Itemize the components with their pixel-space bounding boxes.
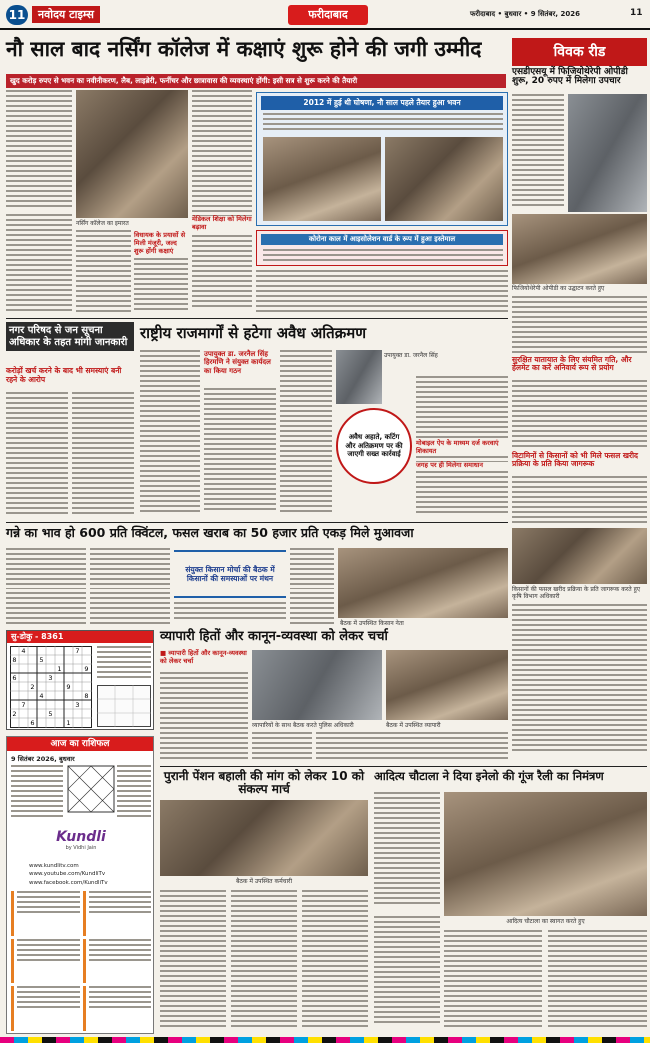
aditya-body-col4 <box>548 930 647 1034</box>
bullet-icon: ■ <box>160 649 169 657</box>
sudoku-given-number: 4 <box>21 647 26 655</box>
rashifal-box <box>6 736 154 1034</box>
ganne-photo-caption: बैठक में उपस्थित किसान नेता <box>340 620 404 627</box>
rashifal-panchang <box>11 765 63 821</box>
highway-body-col2 <box>204 388 276 516</box>
vyapari-sub-text: व्यापारी हितों और कानून-व्यवस्था को लेकर चर्चा <box>160 649 247 665</box>
vivek-sub1-body <box>512 380 647 450</box>
rashi-cell <box>83 891 152 936</box>
ganne-pull-text: संयुक्त किसान मोर्चा की बैठक में किसानों की समस्याओं पर मंथन <box>185 565 275 583</box>
sudoku-instructions <box>97 646 151 682</box>
paper-name: नवोदय टाइम्स <box>32 6 100 23</box>
farmer-awareness-photo <box>512 528 647 584</box>
kundli-link-web[interactable]: www.kundlitv.com <box>29 863 79 869</box>
date-line: फरीदाबाद • बुधवार • 9 सितंबर, 2026 <box>470 10 580 18</box>
aditya-photo-caption: आदित्य चौटाला का स्वागत करते हुए <box>506 918 585 925</box>
rashi-cell <box>83 939 152 984</box>
corona-box-title: कोरोना काल में आइसोलेशन वार्ड के रूप में हुआ इस्तेमाल <box>261 234 503 245</box>
divider <box>6 318 508 319</box>
sudoku-given-number: 6 <box>12 674 17 682</box>
vyapari-sub <box>160 650 248 666</box>
physiotherapy-photo-2 <box>512 214 647 284</box>
vivek-sub2: विटामिनों से किसानों को भी मिले फसल खरीद प्रक्रिया के प्रति किया जागरूक <box>512 451 639 468</box>
kundli-link-facebook[interactable]: www.facebook.com/KundliTv <box>29 879 108 886</box>
highway-quote-text: अवैध अहाते, कटिंग और अतिक्रमण पर की जाएगी सख्त कार्रवाई <box>345 433 403 459</box>
rti-headline: नगर परिषद से जन सूचना अधिकार के तहत मांगी जानकारी <box>6 322 134 351</box>
aditya-headline: आदित्य चौटाला ने दिया इनेलो की गूंज रैली का निमंत्रण <box>374 769 604 783</box>
vyapari-photo-2 <box>386 650 508 720</box>
vyapari-photo-caption-1: व्यापारियों के साथ बैठक करते पुलिस अधिकारी <box>252 722 354 729</box>
sudoku-given-number: 3 <box>48 674 53 682</box>
pension-body-col3 <box>302 890 368 1034</box>
pension-photo-caption: बैठक में उपस्थित कर्मचारी <box>235 878 293 885</box>
vivek-box <box>512 38 647 66</box>
nursing-college-photo <box>76 90 188 218</box>
vivek-title: विवक रीड <box>553 44 606 60</box>
sudoku-given-number: 5 <box>39 656 44 664</box>
lead-body-col2 <box>76 230 131 314</box>
lead-bottom-cols <box>256 270 508 314</box>
kundli-logo <box>47 829 115 859</box>
rashifal-chart-icon <box>67 765 115 813</box>
rashifal-title: आज का राशिफल <box>7 737 153 751</box>
kisan-meeting-photo <box>338 548 508 618</box>
history-box <box>256 92 508 226</box>
vivek-left-col <box>512 94 564 212</box>
city-tab: फरीदाबाद <box>288 5 368 25</box>
ganne-headline: गन्ने का भाव हो 600 प्रति क्विंटल, फसल खराब का 50 हजार प्रति एकड़ मिले मुआवजा <box>6 525 414 540</box>
rti-sub: करोड़ों खर्च करने के बाद भी समस्याएं बनी रहने के आरोप <box>6 366 122 384</box>
kundli-links <box>29 862 149 887</box>
vyapari-body-col3 <box>316 732 508 762</box>
bidi-sub1: मोबाइल ऐप के माध्यम दर्ज करवाएं शिकायत <box>416 440 508 456</box>
ganne-body-col1 <box>6 548 86 624</box>
highway-quote <box>336 408 412 484</box>
rashifal-date: 9 सितंबर 2026, बुधवार <box>11 755 75 763</box>
right-photo-caption: किसानों की फसल खरीद प्रक्रिया के प्रति जागरूक करते हुए कृषि विभाग अधिकारी <box>512 586 641 601</box>
rashi-cell <box>11 891 80 936</box>
sudoku-solution-grid <box>97 685 151 727</box>
dc-photo-caption: उपायुक्त डा. जरनैल सिंह <box>384 352 438 359</box>
sudoku-given-number: 9 <box>66 683 71 691</box>
aditya-body-col3 <box>444 930 542 1034</box>
vyapari-body-col2 <box>252 732 312 762</box>
vyapari-body-col1 <box>160 672 248 760</box>
lead-sub-a: विधायक के प्रयासों से मिली मंजूरी, जल्द शुरू होंगी कक्षाएं <box>134 231 186 255</box>
kundli-sub: by Vidhi Jain <box>65 845 97 851</box>
highway-body-col3 <box>280 350 332 516</box>
corona-box <box>256 230 508 266</box>
rashi-grid <box>11 891 151 1031</box>
lead-body-col1b <box>6 214 72 314</box>
vivek-photo-caption: फिजियोथेरेपी ओपीडी का उद्घाटन करते हुए <box>512 285 605 292</box>
vyapari-photo-caption-2: बैठक में उपस्थित व्यापारी <box>386 722 441 729</box>
college-building-photo-1 <box>263 137 381 221</box>
rashifal-side <box>117 765 151 821</box>
rashi-cell <box>83 986 152 1031</box>
registration-strip <box>0 1037 650 1043</box>
right-body <box>512 604 647 754</box>
rti-body-col2 <box>72 392 134 518</box>
sudoku-box <box>6 630 154 730</box>
vivek-body <box>512 296 647 354</box>
lead-body-col1 <box>6 90 72 210</box>
physiotherapy-photo <box>568 94 647 212</box>
ganne-body-col4 <box>290 548 334 624</box>
ganne-body-col2 <box>90 548 170 624</box>
ganne-pull-quote <box>174 550 286 598</box>
lead-sub-b: मेडिकल शिक्षा को मिलेगा बढ़ावा <box>192 215 252 231</box>
lead-strap: खुद करोड़ रुपए से भवन का नवीनीकरण, लैब, लाइब्रेरी, फर्नीचर और छात्रावास की व्यवस्थाएं होंगी: इसी सत्र से शुरू करने की तैयारी <box>6 74 506 88</box>
highway-sub1: उपायुक्त डा. जरनैल सिंह हिरमणि ने संयुक्त कार्यदल का किया गठन <box>204 350 271 375</box>
history-box-text <box>263 113 503 133</box>
pension-photo <box>160 800 368 876</box>
corona-box-text <box>263 249 503 263</box>
sudoku-title: सु-डोकु - 8361 <box>7 631 153 643</box>
vyapari-headline: व्यापारी हितों और कानून-व्यवस्था को लेकर चर्चा <box>160 629 388 644</box>
ganne-body-col3 <box>174 602 286 624</box>
sudoku-given-number: 2 <box>12 710 17 718</box>
sudoku-given-number: 7 <box>75 647 80 655</box>
rti-body-col1 <box>6 392 68 518</box>
vivek-headline: एसडीएसयू में फिजियोथेरेपी ओपीडी शुरू, 20 रुपए में मिलेगा उपचार <box>512 67 628 87</box>
lead-headline: नौ साल बाद नर्सिंग कॉलेज में कक्षाएं शुरू होने की जगी उम्मीद <box>6 37 482 61</box>
page-number: 11 <box>6 5 28 25</box>
rashi-cell <box>11 939 80 984</box>
rashi-cell <box>11 986 80 1031</box>
divider <box>6 522 508 523</box>
lead-photo-caption: नर्सिंग कॉलेज का इमारत <box>76 220 129 227</box>
kundli-name: Kundli <box>56 829 106 845</box>
sudoku-given-number: 8 <box>12 656 17 664</box>
vyapari-photo-1 <box>252 650 382 720</box>
sudoku-given-number: 9 <box>84 665 89 673</box>
history-box-title: 2012 में हुई थी घोषणा, नौ साल पहले तैयार हुआ भवन <box>261 96 503 110</box>
pension-body-col1 <box>160 890 226 1034</box>
sudoku-given-number: 7 <box>21 701 26 709</box>
sudoku-given-number: 1 <box>66 719 71 727</box>
sudoku-given-number: 4 <box>39 692 44 700</box>
sudoku-grid[interactable] <box>10 646 92 728</box>
sudoku-given-number: 3 <box>75 701 80 709</box>
sudoku-given-number: 5 <box>48 710 53 718</box>
sudoku-given-number: 2 <box>30 683 35 691</box>
dc-photo <box>336 350 382 404</box>
page-number-right: 11 <box>630 8 643 18</box>
lead-body-col3 <box>192 90 252 314</box>
divider <box>160 766 647 767</box>
vivek-sub1: सुरक्षित यातायात के लिए संयमित गति, और हेलमेट का करें अनिवार्य रूप से प्रयोग <box>512 355 632 372</box>
aditya-body-col2 <box>374 916 440 1034</box>
masthead <box>0 0 650 30</box>
aditya-body-col1 <box>374 792 440 912</box>
sudoku-given-number: 6 <box>30 719 35 727</box>
highway-headline: राष्ट्रीय राजमार्गों से हटेगा अवैध अतिक्रमण <box>140 324 367 342</box>
pension-headline: पुरानी पेंशन बहाली की मांग को लेकर 10 को संकल्प मार्च <box>163 769 365 796</box>
college-building-photo-2 <box>385 137 503 221</box>
highway-body-col1 <box>140 350 200 516</box>
aditya-photo <box>444 792 647 916</box>
lead-body-col2b <box>134 258 188 314</box>
vivek-sub2-body <box>512 476 647 524</box>
pension-body-col2 <box>231 890 297 1034</box>
bidi-sub2: जगह पर ही मिलेगा समाधान <box>416 462 508 470</box>
sudoku-given-number: 8 <box>84 692 89 700</box>
kundli-link-youtube[interactable]: www.youtube.com/KundliTv <box>29 871 106 878</box>
sudoku-given-number: 1 <box>57 665 62 673</box>
